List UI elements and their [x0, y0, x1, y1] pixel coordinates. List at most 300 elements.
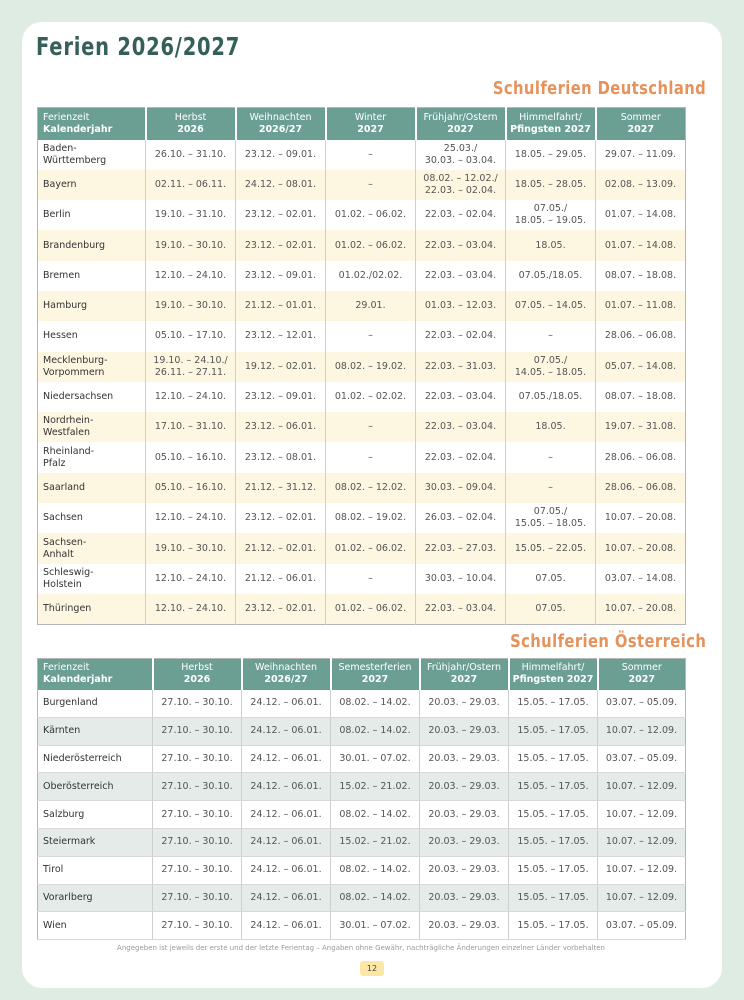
header-corner-cell: [38, 108, 146, 140]
date-cell: [146, 442, 236, 472]
date-cell: [506, 200, 596, 230]
date-range: 24.12. – 06.01.: [250, 919, 322, 931]
date-range: 01.02./02.02.: [338, 269, 403, 281]
date-range: 01.03. – 12.03.: [424, 300, 497, 312]
date-cell: [598, 912, 686, 940]
date-cell: [509, 745, 598, 773]
date-range: –: [368, 572, 373, 584]
date-cell: [420, 912, 509, 940]
date-range: 12.10. – 24.10.: [154, 391, 227, 403]
date-range: 23.12. – 02.01.: [244, 512, 317, 524]
date-cell: [153, 717, 242, 745]
date-cell: [509, 856, 598, 884]
date-range: 26.11. – 27.11.: [154, 366, 227, 378]
date-cell: [146, 503, 236, 533]
date-range: 18.05.: [535, 421, 566, 433]
date-range: 27.10. – 30.10.: [161, 752, 233, 764]
date-range: 20.03. – 29.03.: [428, 725, 500, 737]
state-name-line: Niedersachsen: [43, 391, 114, 403]
column-header: [509, 659, 598, 690]
date-range: 24.12. – 06.01.: [250, 752, 322, 764]
date-cell: [416, 533, 506, 563]
date-range: 07.05./: [533, 506, 568, 518]
date-range: 01.02. – 06.02.: [334, 602, 407, 614]
date-cell: [146, 261, 236, 291]
date-range: 20.03. – 29.03.: [428, 808, 500, 820]
date-range: 23.12. – 09.01.: [244, 391, 317, 403]
date-cell: [153, 690, 242, 718]
date-cell: [146, 382, 236, 412]
date-range: –: [368, 421, 373, 433]
date-cell: [242, 856, 331, 884]
date-range: 22.03. – 03.04.: [424, 239, 497, 251]
date-cell: [236, 473, 326, 503]
date-cell: [420, 690, 509, 718]
date-cell: [331, 745, 420, 773]
date-cell: [598, 717, 686, 745]
date-range: 19.12. – 02.01.: [244, 360, 317, 372]
state-name-line: Thüringen: [43, 602, 92, 614]
date-cell: [236, 533, 326, 563]
date-cell: [326, 503, 416, 533]
date-cell: [331, 856, 420, 884]
date-cell: [506, 503, 596, 533]
date-cell: [236, 170, 326, 200]
date-cell: [596, 533, 686, 563]
state-name-line: Nordrhein-: [43, 415, 94, 427]
date-range: 20.03. – 29.03.: [428, 752, 500, 764]
state-name-line: Anhalt: [43, 548, 74, 560]
date-range: 01.02. – 02.02.: [334, 391, 407, 403]
date-range: 25.03./: [443, 142, 478, 154]
date-range: 07.05./: [533, 203, 568, 215]
state-name-line: Salzburg: [43, 808, 85, 820]
state-cell: [38, 533, 146, 563]
date-cell: [326, 261, 416, 291]
table-row: [38, 828, 686, 856]
date-range: 27.10. – 30.10.: [161, 836, 233, 848]
column-header-sublabel: Pfingsten 2027: [510, 123, 591, 135]
date-cell: [331, 690, 420, 718]
date-range: 27.10. – 30.10.: [161, 725, 233, 737]
date-range: 30.01. – 07.02.: [339, 752, 411, 764]
date-cell: [153, 828, 242, 856]
date-range: 08.02. – 19.02.: [334, 512, 407, 524]
state-name-line: Schleswig-: [43, 566, 94, 578]
date-range: 01.02. – 06.02.: [334, 209, 407, 221]
date-cell: [506, 594, 596, 624]
date-range: 05.10. – 16.10.: [154, 481, 227, 493]
date-cell: [326, 170, 416, 200]
date-range: 10.07. – 12.09.: [605, 780, 678, 792]
date-range: 03.07. – 05.09.: [605, 919, 678, 931]
date-cell: [331, 884, 420, 912]
state-name-line: Hessen: [43, 330, 78, 342]
column-header: [598, 659, 686, 690]
date-cell: [326, 321, 416, 351]
column-header: [596, 108, 686, 140]
column-header: [416, 108, 506, 140]
date-range: 01.07. – 14.08.: [604, 239, 677, 251]
date-cell: [596, 442, 686, 472]
date-cell: [416, 170, 506, 200]
column-header-sublabel: 2026: [177, 123, 204, 135]
state-name-line: Sachsen-: [43, 536, 87, 548]
date-cell: [242, 773, 331, 801]
date-range: 26.03. – 02.04.: [424, 512, 497, 524]
date-range: 10.07. – 20.08.: [604, 542, 677, 554]
date-range: 24.12. – 08.01.: [244, 178, 317, 190]
table-row: [38, 564, 686, 594]
table-row: [38, 690, 686, 718]
date-range: 03.07. – 05.09.: [605, 752, 678, 764]
date-cell: [506, 564, 596, 594]
date-cell: [420, 773, 509, 801]
date-cell: [236, 230, 326, 260]
date-range: 22.03. – 02.04.: [424, 451, 497, 463]
date-cell: [596, 200, 686, 230]
date-cell: [153, 801, 242, 829]
date-range: 01.02. – 06.02.: [334, 542, 407, 554]
date-cell: [236, 594, 326, 624]
date-cell: [506, 140, 596, 170]
date-cell: [331, 773, 420, 801]
date-cell: [326, 473, 416, 503]
date-cell: [146, 200, 236, 230]
date-range: 27.10. – 30.10.: [161, 780, 233, 792]
date-range: 10.07. – 12.09.: [605, 864, 678, 876]
table-row: [38, 230, 686, 260]
date-cell: [596, 170, 686, 200]
date-range: 08.07. – 18.08.: [604, 391, 677, 403]
date-range: 08.07. – 18.08.: [604, 269, 677, 281]
date-range: 24.12. – 06.01.: [250, 725, 322, 737]
date-cell: [326, 533, 416, 563]
date-cell: [596, 503, 686, 533]
date-cell: [236, 503, 326, 533]
page-number: 12: [360, 961, 384, 976]
column-header-sublabel: 2027: [450, 674, 478, 686]
date-range: –: [548, 451, 553, 463]
date-cell: [598, 801, 686, 829]
date-range: 23.12. – 06.01.: [244, 421, 317, 433]
date-cell: [236, 140, 326, 170]
date-cell: [509, 801, 598, 829]
table-row: [38, 503, 686, 533]
date-cell: [242, 717, 331, 745]
date-range: 28.06. – 06.08.: [604, 451, 677, 463]
state-cell: [38, 884, 153, 912]
column-header-sublabel: Pfingsten 2027: [512, 674, 594, 686]
table-header-row: [38, 108, 686, 140]
date-range: 20.03. – 29.03.: [428, 780, 500, 792]
date-cell: [146, 230, 236, 260]
date-range: 19.10. – 30.10.: [154, 239, 227, 251]
date-range: 18.05.: [535, 239, 566, 251]
date-range: 18.05. – 29.05.: [514, 148, 587, 160]
column-header-sublabel: 2027: [361, 674, 389, 686]
table-row: [38, 291, 686, 321]
date-range: 30.03. – 10.04.: [424, 572, 497, 584]
date-range: 15.05. – 17.05.: [517, 891, 589, 903]
column-header-sublabel: 2027: [628, 674, 655, 686]
column-header-label: Winter: [354, 111, 387, 123]
section-title-germany: Schulferien Deutschland: [492, 78, 706, 99]
table-row: [38, 352, 686, 382]
date-range: 28.06. – 06.08.: [604, 481, 677, 493]
column-header-label: Weihnachten: [254, 662, 318, 674]
date-cell: [416, 230, 506, 260]
state-name-line: Bremen: [43, 269, 81, 281]
date-cell: [326, 230, 416, 260]
date-range: 17.10. – 31.10.: [154, 421, 227, 433]
date-range: 23.12. – 08.01.: [244, 451, 317, 463]
date-cell: [236, 564, 326, 594]
state-cell: [38, 745, 153, 773]
date-range: 27.10. – 30.10.: [161, 891, 233, 903]
date-range: 18.05. – 19.05.: [514, 215, 587, 227]
column-header: [236, 108, 326, 140]
date-range: 12.10. – 24.10.: [154, 269, 227, 281]
state-name-line: Burgenland: [43, 697, 98, 709]
column-header-label: Sommer: [621, 662, 662, 674]
date-cell: [146, 594, 236, 624]
date-cell: [420, 828, 509, 856]
state-name-line: Steiermark: [43, 836, 96, 848]
date-cell: [326, 200, 416, 230]
date-range: 08.02. – 14.02.: [339, 891, 411, 903]
state-name-line: Oberösterreich: [43, 780, 114, 792]
date-cell: [598, 884, 686, 912]
date-cell: [416, 442, 506, 472]
date-cell: [596, 473, 686, 503]
table-row: [38, 473, 686, 503]
header-corner-label: Ferienzeit: [43, 111, 90, 123]
date-range: 15.02. – 21.02.: [339, 836, 411, 848]
state-cell: [38, 503, 146, 533]
date-cell: [506, 321, 596, 351]
column-header-label: Frühjahr/Ostern: [423, 111, 498, 123]
state-cell: [38, 442, 146, 472]
date-range: 21.12. – 01.01.: [244, 300, 317, 312]
state-name-line: Württemberg: [43, 154, 107, 166]
date-range: 20.03. – 29.03.: [428, 919, 500, 931]
date-cell: [596, 382, 686, 412]
page-title: Ferien 2026/2027: [36, 32, 241, 61]
date-cell: [506, 230, 596, 260]
state-name-line: Hamburg: [43, 300, 88, 312]
date-cell: [509, 773, 598, 801]
state-cell: [38, 690, 153, 718]
state-cell: [38, 230, 146, 260]
state-name-line: Bayern: [43, 178, 77, 190]
table-row: [38, 533, 686, 563]
date-range: 26.10. – 31.10.: [154, 148, 227, 160]
state-cell: [38, 828, 153, 856]
date-range: 08.02. – 14.02.: [339, 697, 411, 709]
date-cell: [146, 412, 236, 442]
date-cell: [506, 473, 596, 503]
date-range: 15.05. – 17.05.: [517, 725, 589, 737]
date-cell: [331, 912, 420, 940]
state-name-line: Niederösterreich: [43, 752, 122, 764]
date-cell: [236, 442, 326, 472]
date-range: 28.06. – 06.08.: [604, 330, 677, 342]
date-range: 01.02. – 06.02.: [334, 239, 407, 251]
state-name-line: Vorpommern: [43, 366, 105, 378]
date-range: 15.05. – 17.05.: [517, 919, 589, 931]
column-header-label: Semesterferien: [338, 662, 412, 674]
date-cell: [416, 382, 506, 412]
date-range: 19.10. – 31.10.: [154, 209, 227, 221]
date-range: 27.10. – 30.10.: [161, 697, 233, 709]
state-name-line: Holstein: [43, 578, 82, 590]
date-cell: [416, 473, 506, 503]
state-cell: [38, 321, 146, 351]
date-cell: [331, 828, 420, 856]
date-cell: [416, 503, 506, 533]
date-range: 23.12. – 09.01.: [244, 269, 317, 281]
date-range: –: [368, 148, 373, 160]
date-range: 08.02. – 14.02.: [339, 808, 411, 820]
date-cell: [242, 912, 331, 940]
date-cell: [598, 773, 686, 801]
date-cell: [598, 745, 686, 773]
column-header-sublabel: 2027: [447, 123, 474, 135]
table-row: [38, 745, 686, 773]
table-row: [38, 773, 686, 801]
state-name-line: Westfalen: [43, 427, 91, 439]
date-cell: [236, 261, 326, 291]
date-cell: [596, 564, 686, 594]
date-cell: [509, 912, 598, 940]
date-cell: [242, 828, 331, 856]
date-cell: [236, 321, 326, 351]
state-name-line: Baden-: [43, 142, 77, 154]
state-cell: [38, 291, 146, 321]
column-header: [420, 659, 509, 690]
column-header-label: Herbst: [181, 662, 213, 674]
date-cell: [506, 382, 596, 412]
date-range: 07.05. – 14.05.: [514, 300, 587, 312]
state-cell: [38, 473, 146, 503]
date-cell: [596, 594, 686, 624]
date-range: 23.12. – 02.01.: [244, 239, 317, 251]
date-cell: [146, 321, 236, 351]
table-row: [38, 884, 686, 912]
date-cell: [420, 717, 509, 745]
date-range: –: [368, 451, 373, 463]
table-row: [38, 594, 686, 624]
column-header-label: Himmelfahrt/: [521, 662, 585, 674]
date-range: 10.07. – 12.09.: [605, 725, 678, 737]
date-range: 15.05. – 17.05.: [517, 808, 589, 820]
date-cell: [509, 828, 598, 856]
date-cell: [153, 773, 242, 801]
date-range: 20.03. – 29.03.: [428, 864, 500, 876]
state-cell: [38, 594, 146, 624]
date-cell: [596, 230, 686, 260]
date-cell: [236, 200, 326, 230]
date-cell: [146, 473, 236, 503]
date-range: 29.01.: [355, 300, 386, 312]
date-range: 27.10. – 30.10.: [161, 919, 233, 931]
date-range: 19.07. – 31.08.: [604, 421, 677, 433]
date-cell: [416, 412, 506, 442]
date-cell: [416, 594, 506, 624]
date-range: 20.03. – 29.03.: [428, 891, 500, 903]
state-cell: [38, 382, 146, 412]
column-header-label: Himmelfahrt/: [519, 111, 582, 123]
date-range: 08.02. – 14.02.: [339, 725, 411, 737]
holiday-table-germany: [37, 107, 686, 625]
date-cell: [236, 382, 326, 412]
header-corner-cell: [38, 659, 153, 690]
date-range: 22.03. – 02.04.: [424, 209, 497, 221]
date-range: 24.12. – 06.01.: [250, 891, 322, 903]
date-cell: [326, 140, 416, 170]
date-range: 19.10. – 30.10.: [154, 300, 227, 312]
column-header: [331, 659, 420, 690]
date-range: 15.02. – 21.02.: [339, 780, 411, 792]
date-cell: [506, 352, 596, 382]
state-cell: [38, 717, 153, 745]
table-row: [38, 856, 686, 884]
date-cell: [596, 291, 686, 321]
date-cell: [509, 884, 598, 912]
date-range: 02.08. – 13.09.: [604, 178, 677, 190]
date-range: 23.12. – 12.01.: [244, 330, 317, 342]
state-name-line: Brandenburg: [43, 239, 105, 251]
date-range: 05.10. – 16.10.: [154, 451, 227, 463]
date-range: 12.10. – 24.10.: [154, 602, 227, 614]
state-name-line: Wien: [43, 919, 67, 931]
date-cell: [331, 801, 420, 829]
section-title-austria: Schulferien Österreich: [509, 631, 706, 652]
table-row: [38, 442, 686, 472]
date-range: 20.03. – 29.03.: [428, 836, 500, 848]
date-cell: [236, 412, 326, 442]
date-cell: [506, 170, 596, 200]
date-range: 24.12. – 06.01.: [250, 780, 322, 792]
date-range: 15.05. – 22.05.: [514, 542, 587, 554]
date-range: 03.07. – 14.08.: [604, 572, 677, 584]
date-range: 15.05. – 18.05.: [514, 518, 587, 530]
state-cell: [38, 564, 146, 594]
header-corner-label: Ferienzeit: [43, 662, 90, 674]
date-range: 19.10. – 30.10.: [154, 542, 227, 554]
date-cell: [596, 140, 686, 170]
date-cell: [326, 594, 416, 624]
date-range: 30.01. – 07.02.: [339, 919, 411, 931]
date-range: 30.03. – 09.04.: [424, 481, 497, 493]
table-row: [38, 200, 686, 230]
date-cell: [416, 321, 506, 351]
date-cell: [326, 291, 416, 321]
date-range: 22.03. – 03.04.: [424, 602, 497, 614]
date-cell: [326, 412, 416, 442]
date-range: 19.10. – 24.10./: [153, 354, 228, 366]
date-cell: [598, 856, 686, 884]
column-header: [326, 108, 416, 140]
state-cell: [38, 773, 153, 801]
table-row: [38, 140, 686, 170]
state-cell: [38, 856, 153, 884]
date-range: 20.03. – 29.03.: [428, 697, 500, 709]
date-cell: [598, 690, 686, 718]
date-cell: [506, 442, 596, 472]
date-range: 07.05./18.05.: [518, 269, 583, 281]
